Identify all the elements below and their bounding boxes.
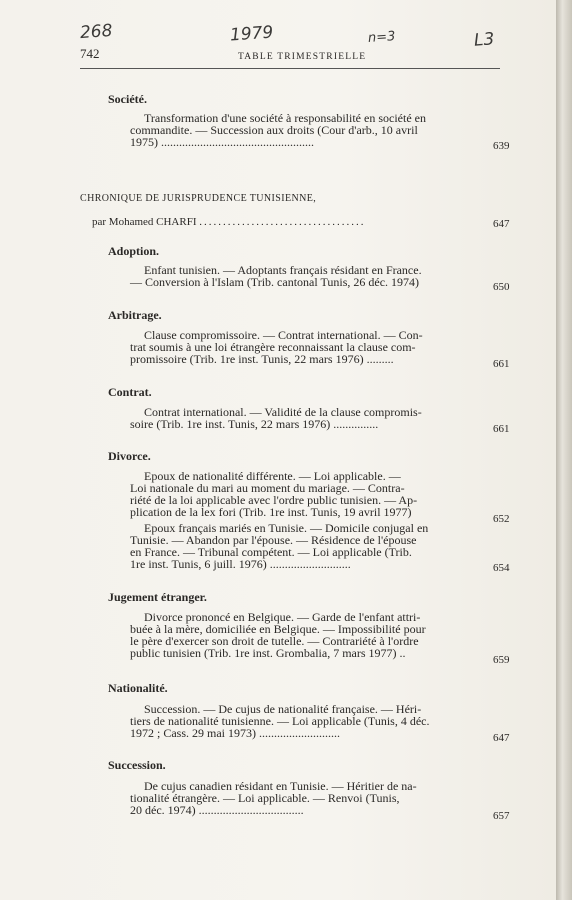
- entry-page: 639: [493, 140, 510, 152]
- entry-text: Contrat international. — Validité de la clause compromis- soire (Trib. 1re inst. Tunis, 22 mars 1976) ...............: [130, 405, 422, 431]
- entry-text: Divorce prononcé en Belgique. — Garde de l'enfant attri- buée à la mère, domiciliée en Belgique. — Impossibilité pour le père d'exercer son droit de tutelle. — Contrariété à l'ordre public tunisien (Trib. 1re inst. Grombalia, 7 mars 1977) ..: [130, 610, 426, 660]
- section-heading: Société.: [108, 92, 147, 106]
- handwritten-note-year: 1979: [229, 22, 274, 46]
- entry-page: 654: [493, 562, 510, 574]
- entry-page: 661: [493, 423, 510, 435]
- handwritten-note-left: 268: [79, 20, 114, 44]
- chronicle-page: 647: [493, 218, 510, 230]
- section-heading: Divorce.: [108, 449, 151, 463]
- entry-page: 661: [493, 358, 510, 370]
- entry-page: 650: [493, 281, 510, 293]
- section-heading: Jugement étranger.: [108, 590, 207, 604]
- entry-page: 657: [493, 810, 510, 822]
- entry-text: Enfant tunisien. — Adoptants français résidant en France. — Conversion à l'Islam (Trib. cantonal Tunis, 26 déc. 1974): [130, 263, 422, 289]
- section-heading: Succession.: [108, 758, 166, 772]
- entry-page: 659: [493, 654, 510, 666]
- entry-page: 647: [493, 732, 510, 744]
- header-rule: [80, 68, 500, 69]
- handwritten-note-right: L3: [473, 29, 495, 51]
- section-heading: Nationalité.: [108, 681, 168, 695]
- chronicle-title: CHRONIQUE DE JURISPRUDENCE TUNISIENNE,: [80, 193, 317, 204]
- entry-text: De cujus canadien résidant en Tunisie. — Héritier de na- tionalité étrangère. — Loi applicable. — Renvoi (Tunis, 20 déc. 1974) ...................................: [130, 779, 417, 817]
- section-heading: Adoption.: [108, 244, 160, 258]
- section-heading: Contrat.: [108, 385, 152, 399]
- entry-page: 652: [493, 513, 510, 525]
- running-title: TABLE TRIMESTRIELLE: [238, 52, 367, 62]
- entry-text: Epoux de nationalité différente. — Loi applicable. — Loi nationale du mari au moment du mariage. — Contra- riété de la loi applicable avec l'ordre public tunisien. — Ap- plication de la lex fori (Trib. 1re inst. Tunis, 19 avril 1977): [130, 469, 418, 519]
- page-edge: [556, 0, 572, 900]
- page-number: 742: [80, 46, 100, 61]
- entry-text: Transformation d'une société à responsabilité en société en commandite. — Succession aux droits (Cour d'arb., 10 avril 1975) ...................................................: [130, 111, 426, 149]
- entry-text: Succession. — De cujus de nationalité française. — Héri- tiers de nationalité tunisienne. — Loi applicable (Tunis, 4 déc. 1972 ; Cass. 29 mai 1973) ...........................: [130, 702, 430, 740]
- entry-text: Clause compromissoire. — Contrat international. — Con- trat soumis à une loi étrangère reconnaissant la clause com- promissoire (Trib. 1re inst. Tunis, 22 mars 1976) .........: [130, 328, 423, 366]
- handwritten-note-n: n=3: [367, 29, 396, 46]
- entry-text: Epoux français mariés en Tunisie. — Domicile conjugal en Tunisie. — Abandon par l'épouse. — Résidence de l'épouse en France. — Tribunal compétent. — Loi applicable (Trib. 1re inst. Tunis, 6 juill. 1976) ...........................: [130, 521, 429, 571]
- chronicle-author: par Mohamed CHARFI ...................................: [92, 216, 366, 228]
- section-heading: Arbitrage.: [108, 308, 162, 322]
